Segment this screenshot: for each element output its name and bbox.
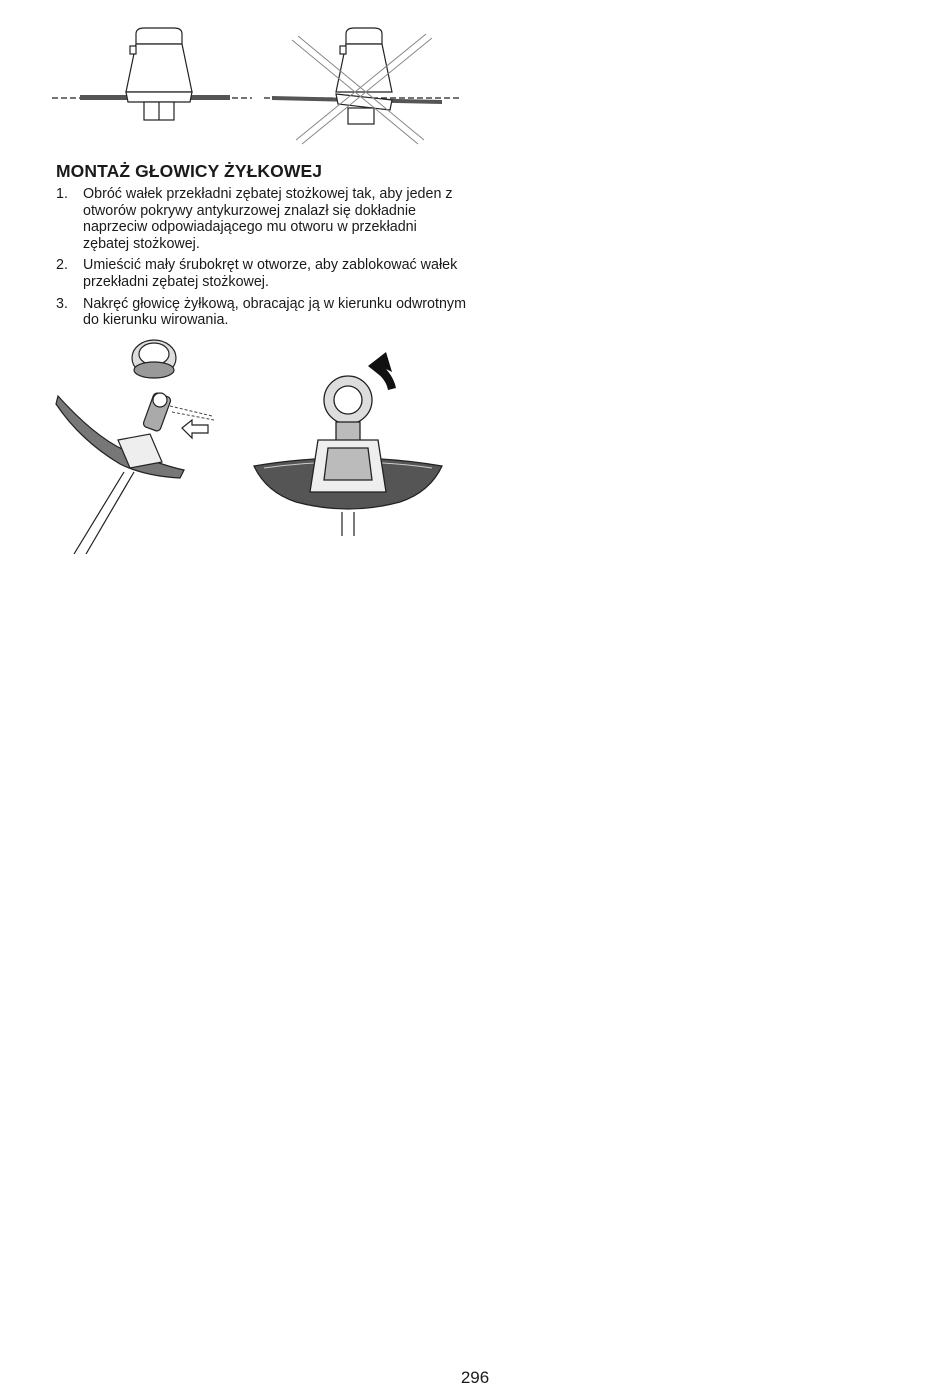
step-number: 2. <box>56 257 68 274</box>
guard-and-shaft-drawing <box>56 392 184 554</box>
shaft-drawing <box>342 512 354 536</box>
instruction-step <box>56 257 466 290</box>
step-text: Nakręć głowicę żyłkową, obracając ją w kierunku odwrotnym do kierunku wirowania. <box>83 295 466 329</box>
step-number: 1. <box>56 186 68 202</box>
guard-front-drawing <box>254 440 442 509</box>
trimmer-head-attach-illustration <box>54 332 220 554</box>
instruction-steps <box>56 186 466 334</box>
correct-blade-mount-drawing <box>52 28 252 120</box>
page-number: 296 <box>460 1368 490 1387</box>
instruction-step <box>56 186 466 252</box>
rotation-arrow-icon <box>368 352 396 390</box>
insert-arrow-icon <box>182 420 208 438</box>
step-text: Umieścić mały śrubokręt w otworze, aby zablokować wałek przekładni zębatej stożkowej. <box>83 257 458 290</box>
step-number: 3. <box>56 295 68 312</box>
incorrect-blade-mount-drawing <box>264 28 462 124</box>
screwdriver-drawing <box>170 406 214 420</box>
spool-front-drawing <box>324 376 372 442</box>
trimmer-head-rotation-illustration <box>250 352 446 536</box>
blade-mounting-illustration <box>52 22 466 146</box>
trimmer-head-spool-drawing <box>132 340 176 378</box>
section-heading: MONTAŻ GŁOWICY ŻYŁKOWEJ <box>56 161 323 181</box>
step-text: Obróć wałek przekładni zębatej stożkowej tak, aby jeden z otworów pokrywy antykurzowej znalazł się dokładnie naprzeciw odpowiadającego mu otworu w przekładni zębatej stożkowej. <box>83 186 453 252</box>
instruction-step <box>56 296 466 329</box>
